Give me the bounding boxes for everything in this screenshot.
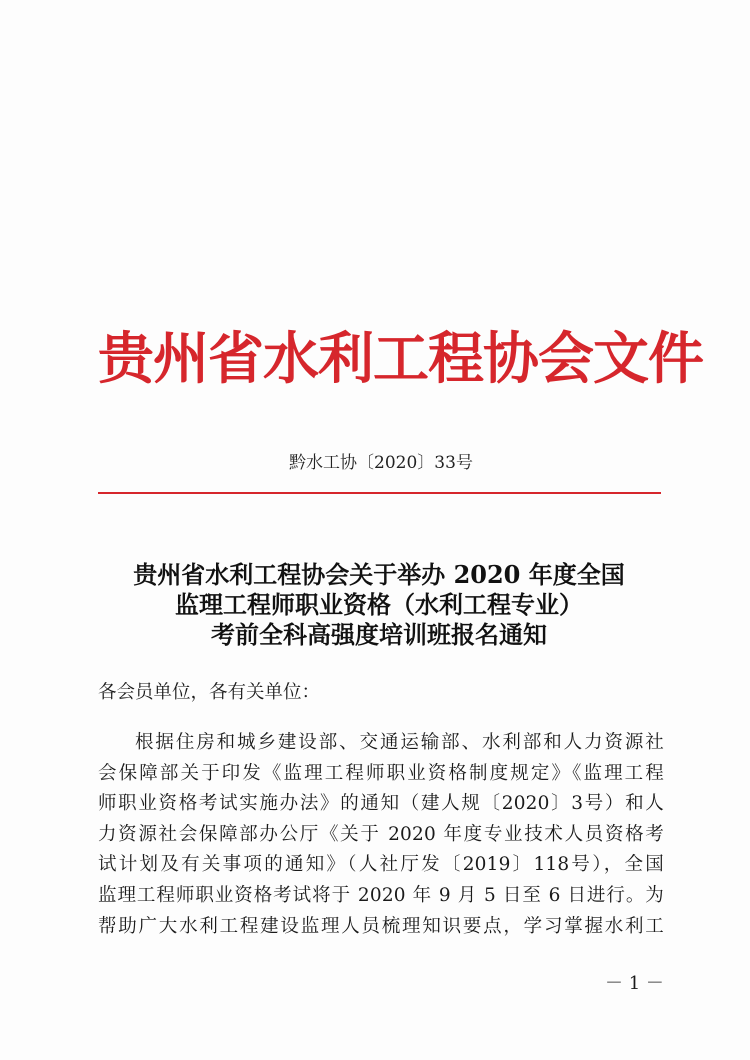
body-line: 帮助广大水利工程建设监理人员梳理知识要点，学习掌握水利工 — [98, 915, 664, 937]
page-number: － 1 － — [605, 973, 664, 994]
body-line: 师职业资格考试实施办法》的通知（建人规〔2020〕3号）和人 — [98, 793, 664, 815]
notice-title-line-3: 考前全科高强度培训班报名通知 — [211, 620, 547, 649]
body-line: 力资源社会保障部办公厅《关于 2020 年度专业技术人员资格考 — [98, 823, 664, 845]
body-line: 会保障部关于印发《监理工程师职业资格制度规定》《监理工程 — [98, 762, 664, 784]
body-line: 监理工程师职业资格考试将于 2020 年 9 月 5 日至 6 日进行。为 — [98, 884, 664, 906]
body-paragraph — [98, 728, 664, 942]
notice-title-line-2: 监理工程师职业资格（水利工程专业） — [175, 590, 583, 619]
salutation: 各会员单位，各有关单位： — [98, 682, 321, 703]
letterhead-title: 贵州省水利工程协会文件 — [98, 327, 703, 392]
body-line: 试计划及有关事项的通知》（人社厅发〔2019〕118号），全国 — [98, 854, 664, 876]
notice-title — [90, 560, 668, 650]
body-line: 根据住房和城乡建设部、交通运输部、水利部和人力资源社 — [135, 732, 664, 753]
red-divider-line — [98, 492, 661, 494]
notice-title-line-1: 贵州省水利工程协会关于举办 2020 年度全国 — [133, 560, 625, 589]
document-number: 黔水工协〔2020〕33号 — [289, 453, 473, 473]
